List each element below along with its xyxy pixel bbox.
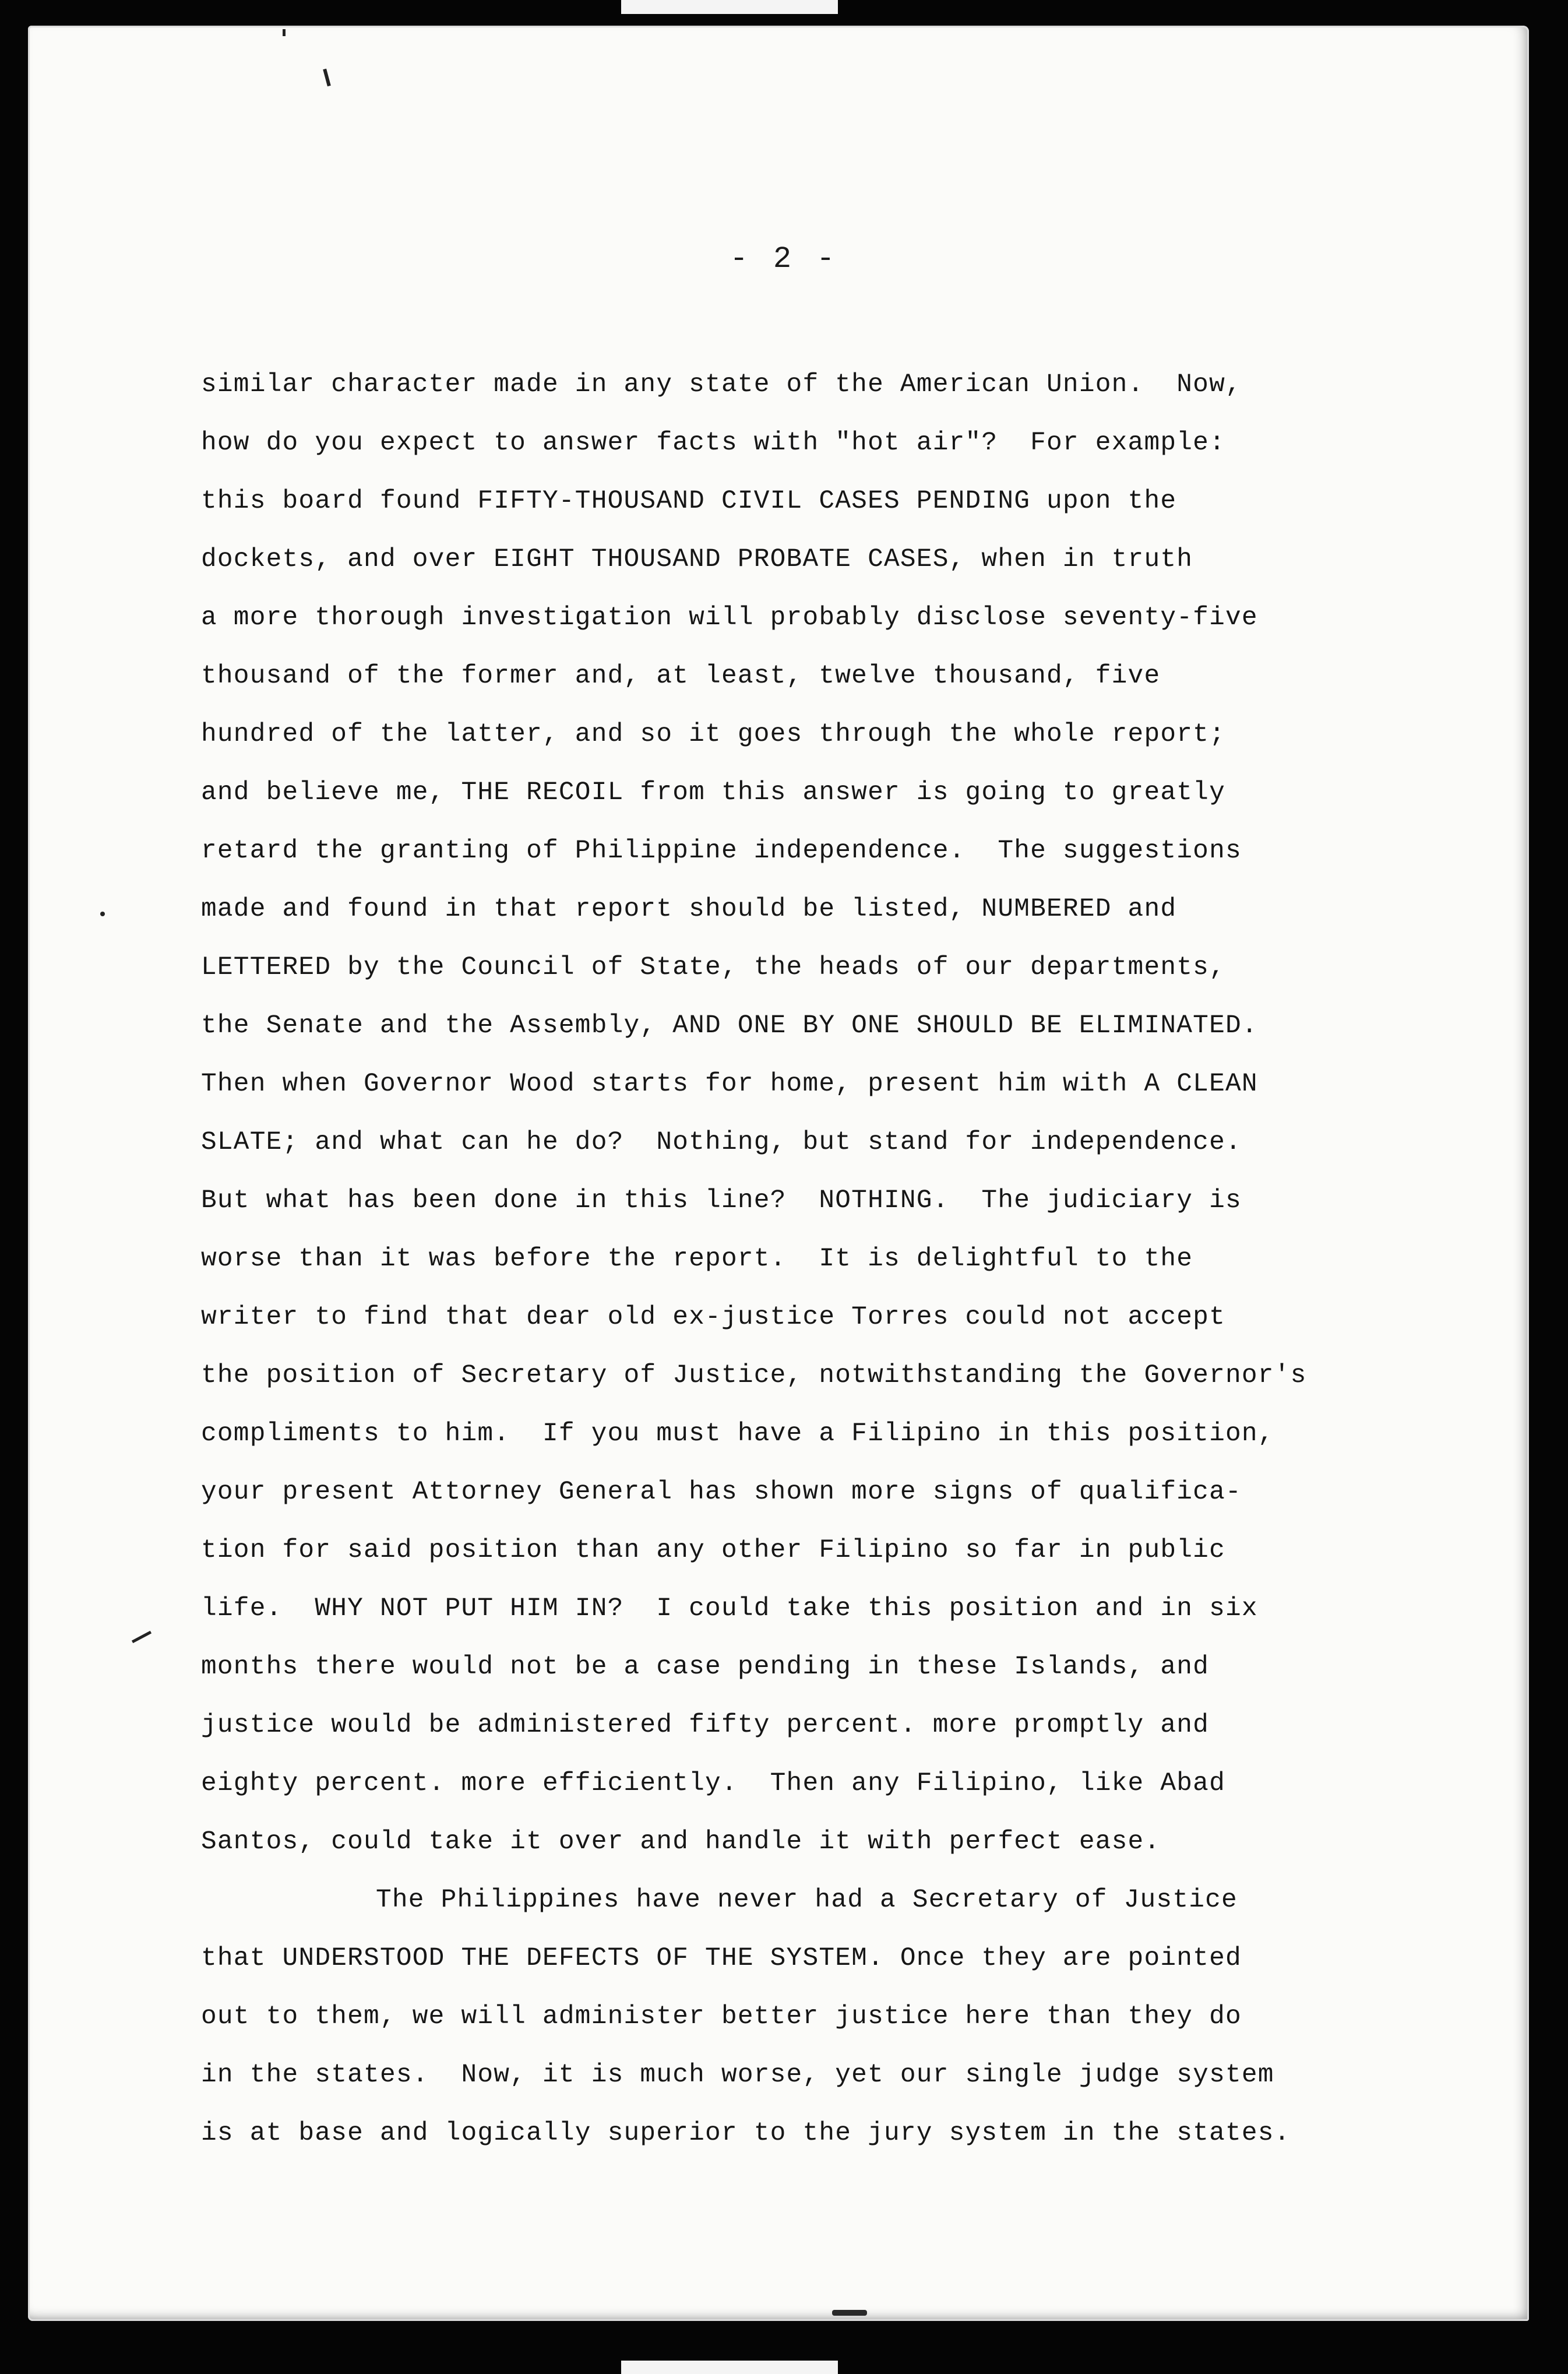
text-line: a more thorough investigation will probably disclose seventy-five [201, 603, 1258, 632]
text-line: and believe me, THE RECOIL from this answer is going to greatly [201, 778, 1225, 807]
text-line: hundred of the latter, and so it goes through the whole report; [201, 720, 1225, 749]
text-line: the Senate and the Assembly, AND ONE BY ONE SHOULD BE ELIMINATED. [201, 1011, 1258, 1040]
ink-speck [283, 29, 286, 36]
text-line: worse than it was before the report. It is delightful to the [201, 1244, 1193, 1274]
text-line: thousand of the former and, at least, twelve thousand, five [201, 662, 1161, 691]
paragraph-start-line: The Philippines have never had a Secretary of Justice [376, 1886, 1238, 1915]
letter-body [201, 356, 1442, 2162]
text-line: the position of Secretary of Justice, notwithstanding the Governor's [201, 1361, 1307, 1390]
text-line: Then when Governor Wood starts for home, present him with A CLEAN [201, 1070, 1258, 1099]
text-line: Santos, could take it over and handle it with perfect ease. [201, 1827, 1161, 1856]
text-line: SLATE; and what can he do? Nothing, but stand for independence. [201, 1128, 1242, 1157]
text-line: tion for said position than any other Filipino so far in public [201, 1536, 1225, 1565]
page-number: - 2 - [730, 242, 838, 276]
text-line: But what has been done in this line? NOTHING. The judiciary is [201, 1186, 1242, 1215]
ink-speck [100, 912, 105, 916]
text-line: months there would not be a case pending in these Islands, and [201, 1652, 1210, 1682]
film-edge-tab-top [621, 0, 838, 14]
text-line: your present Attorney General has shown more signs of qualifica- [201, 1478, 1242, 1507]
text-line: out to them, we will administer better justice here than they do [201, 2002, 1242, 2031]
ink-smudge [832, 2310, 867, 2316]
text-line: compliments to him. If you must have a Filipino in this position, [201, 1419, 1274, 1448]
text-line: in the states. Now, it is much worse, yet our single judge system [201, 2060, 1274, 2090]
text-line: is at base and logically superior to the jury system in the states. [201, 2119, 1291, 2148]
text-line: eighty percent. more efficiently. Then any Filipino, like Abad [201, 1769, 1225, 1798]
text-line: dockets, and over EIGHT THOUSAND PROBATE CASES, when in truth [201, 545, 1193, 574]
text-line: that UNDERSTOOD THE DEFECTS OF THE SYSTEM. Once they are pointed [201, 1944, 1242, 1973]
text-line: similar character made in any state of the American Union. Now, [201, 370, 1242, 399]
text-line: made and found in that report should be listed, NUMBERED and [201, 895, 1177, 924]
text-line: how do you expect to answer facts with "hot air"? For example: [201, 428, 1225, 458]
film-edge-tab-bottom [621, 2361, 838, 2374]
text-line: justice would be administered fifty percent. more promptly and [201, 1711, 1210, 1740]
text-line: life. WHY NOT PUT HIM IN? I could take this position and in six [201, 1594, 1258, 1623]
text-line: this board found FIFTY-THOUSAND CIVIL CASES PENDING upon the [201, 487, 1177, 516]
text-line: retard the granting of Philippine independence. The suggestions [201, 836, 1242, 866]
text-line: writer to find that dear old ex-justice Torres could not accept [201, 1303, 1225, 1332]
text-line: LETTERED by the Council of State, the heads of our departments, [201, 953, 1225, 982]
